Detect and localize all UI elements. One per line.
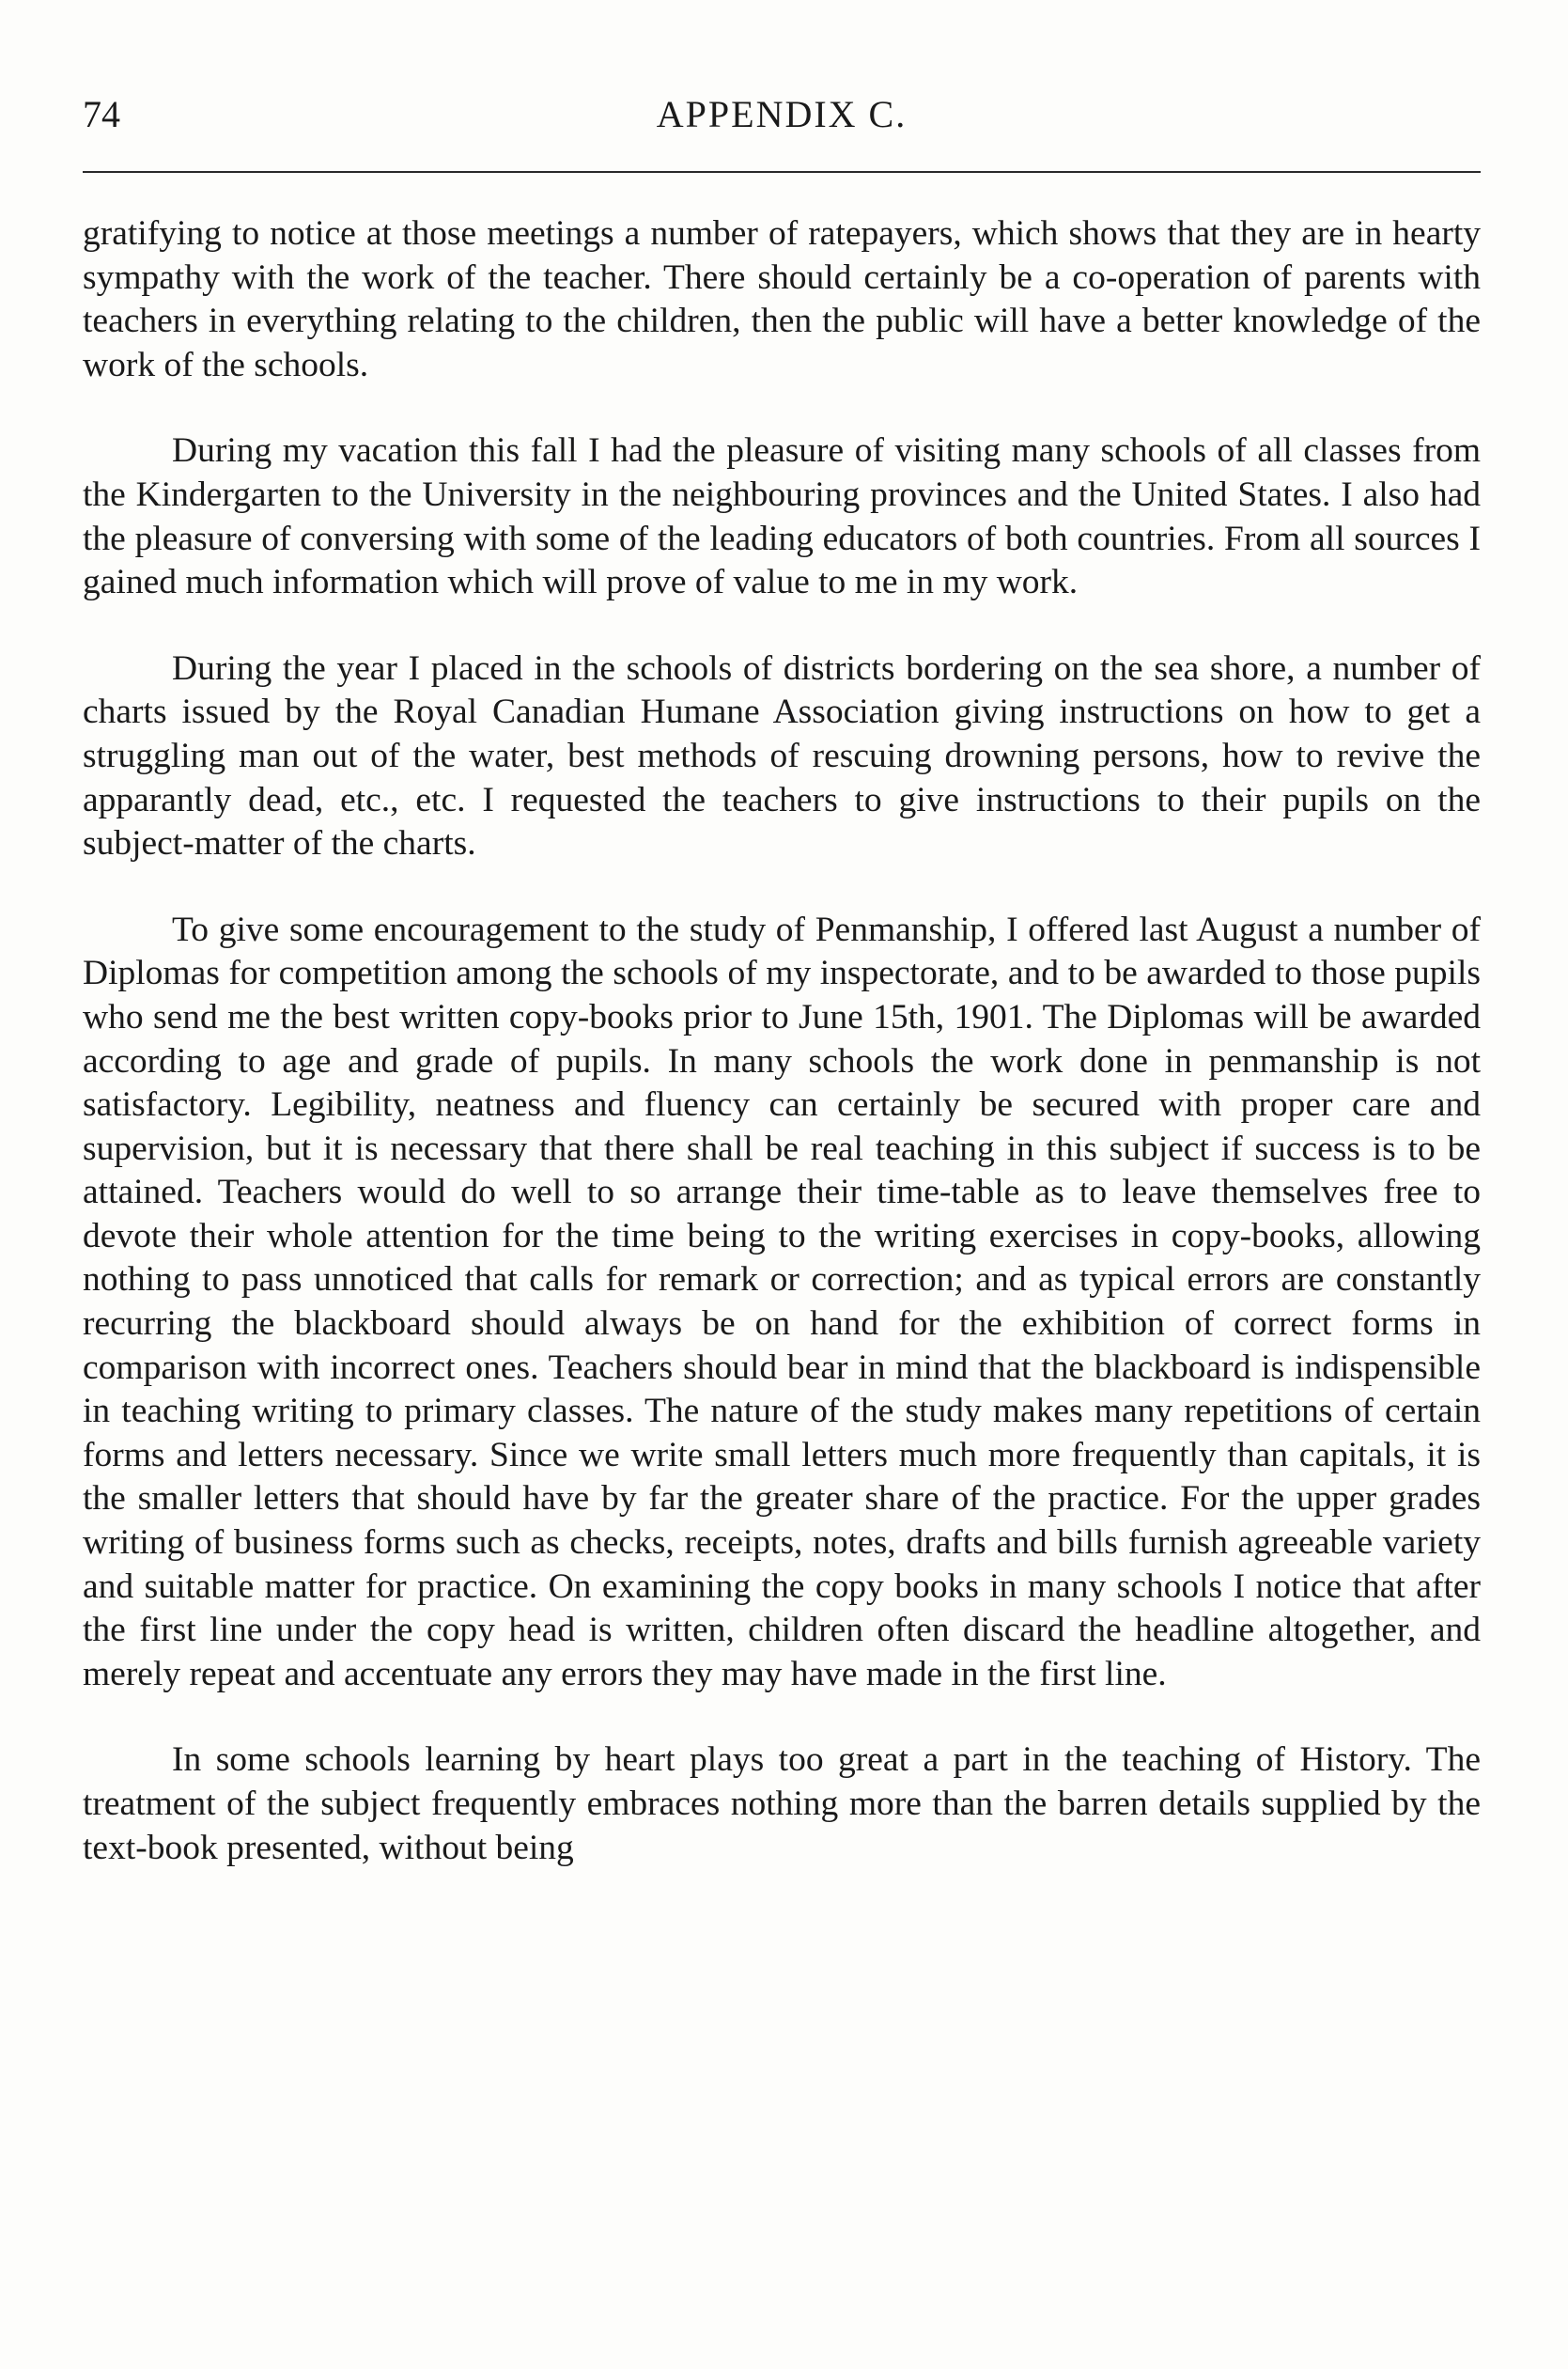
- paragraph-history: In some schools learning by heart plays too great a part in the teaching of History. The treatment of the subject frequently embraces nothing more than the barren details supplied by the text-book presented, without being: [83, 1740, 1481, 1867]
- paragraph-continuation: gratifying to notice at those meetings a number of ratepayers, which shows that they are in hearty sympathy with the work of the teacher. There should certainly be a co-operation of parents with teachers in everything relating to the children, then the public will have a better knowledge of the work of the schools.: [83, 214, 1481, 384]
- paragraph-vacation: During my vacation this fall I had the pleasure of visiting many schools of all classes from the Kindergarten to the University in the neighbouring provinces and the United States. I also had the pleasure of conversing with some of the leading educators of both countries. From all sources I gained much information which will prove of value to me in my work.: [83, 431, 1481, 602]
- page-number: 74: [83, 93, 120, 135]
- paragraph-penmanship: To give some encouragement to the study of Penmanship, I offered last August a number of Diplomas for competition among the schools of my inspectorate, and to be awarded to those pupils who send me the best written copy-books prior to June 15th, 1901. The Diplomas will be awarded according to age and grade of pupils. In many schools the work done in penmanship is not satisfactory. Legibility, neatness and fluency can certainly be secured with proper care and supervision, but it is necessary that there shall be real teaching in this subject if success is to be attained. Teachers would do well to so arrange their time-table as to leave themselves free to devote their whole attention for the time being to the writing exercises in copy-books, allowing nothing to pass unnoticed that calls for remark or correction; and as typical errors are constantly recurring the blackboard should always be on hand for the exhibition of correct forms in comparison with incorrect ones. Teachers should bear in mind that the blackboard is indispensible in teaching writing to primary classes. The nature of the study makes many repetitions of certain forms and letters necessary. Since we write small letters much more frequently than capitals, it is the smaller letters that should have by far the greater share of the practice. For the upper grades writing of business forms such as checks, receipts, notes, drafts and bills furnish agreeable variety and suitable matter for practice. On examining the copy books in many schools I notice that after the first line under the copy head is written, children often discard the headline altogether, and merely repeat and accentuate any errors they may have made in the first line.: [83, 910, 1481, 1693]
- header-rule: [83, 171, 1481, 173]
- running-head: APPENDIX C.: [656, 93, 908, 135]
- paragraph-humane-charts: During the year I placed in the schools of districts bordering on the sea shore, a number of charts issued by the Royal Canadian Humane Association giving instructions on how to get a struggling man out of the water, best methods of rescuing drowning persons, how to revive the apparantly dead, etc., etc. I requested the teachers to give instructions to their pupils on the subject-matter of the charts.: [83, 648, 1481, 864]
- page-header: [83, 86, 1481, 143]
- body-text: [83, 212, 1481, 1870]
